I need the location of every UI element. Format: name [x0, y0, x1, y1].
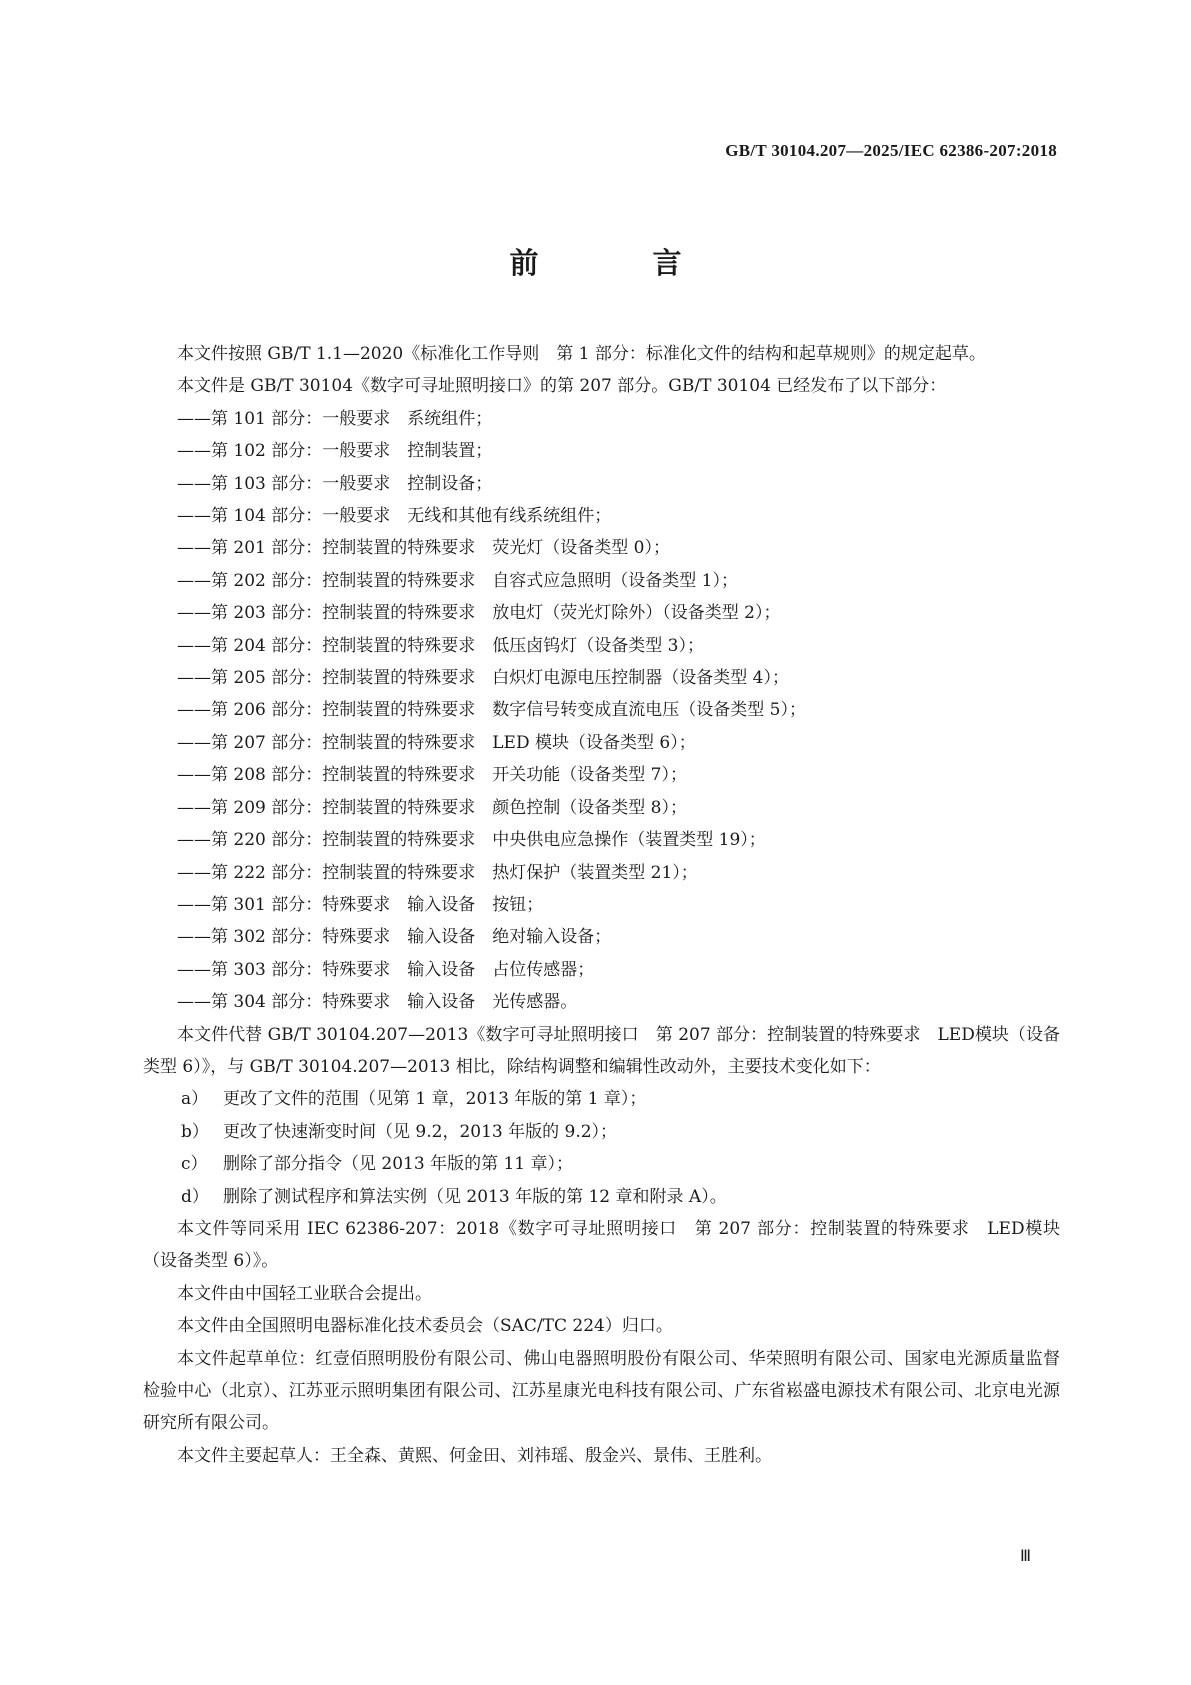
change-text: 更改了快速渐变时间（见 9.2，2013 年版的 9.2）； — [223, 1121, 618, 1142]
change-item — [143, 1083, 1060, 1115]
list-item: ——第 207 部分：控制装置的特殊要求 LED 模块（设备类型 6）； — [177, 732, 696, 753]
list-item: ——第 301 部分：特殊要求 输入设备 按钮； — [177, 894, 544, 915]
paragraph-adoption: 本文件等同采用 IEC 62386-207：2018《数字可寻址照明接口 第 207 部分：控制装置的特殊要求 LED模块（设备类型 6）》。 — [143, 1218, 1060, 1272]
list-item: ——第 204 部分：控制装置的特殊要求 低压卤钨灯（设备类型 3）； — [177, 635, 704, 656]
change-item — [143, 1116, 1060, 1148]
paragraph-drafters: 本文件主要起草人：王全森、黄熙、何金田、刘祎瑶、殷金兴、景伟、王胜利。 — [177, 1445, 772, 1466]
paragraph-drafting-units: 本文件起草单位：红壹佰照明股份有限公司、佛山电器照明股份有限公司、华荣照明有限公司、国家电光源质量监督检验中心（北京）、江苏亚示照明集团有限公司、江苏星康光电科技有限公司、广东省崧盛电源技术有限公司、北京电光源研究所有限公司。 — [143, 1348, 1060, 1434]
list-item: ——第 222 部分：控制装置的特殊要求 热灯保护（装置类型 21）； — [177, 862, 698, 883]
page-title: 前 言 — [509, 246, 734, 280]
change-label: d） — [181, 1186, 209, 1207]
list-item: ——第 205 部分：控制装置的特殊要求 白炽灯电源电压控制器（设备类型 4）； — [177, 668, 789, 689]
list-item: ——第 201 部分：控制装置的特殊要求 荧光灯（设备类型 0）； — [177, 538, 670, 559]
list-item: ——第 203 部分：控制装置的特殊要求 放电灯（荧光灯除外）（设备类型 2）； — [177, 603, 781, 624]
list-item: ——第 220 部分：控制装置的特殊要求 中央供电应急操作（装置类型 19）； — [177, 830, 766, 851]
change-text: 更改了文件的范围（见第 1 章，2013 年版的第 1 章）； — [223, 1089, 647, 1110]
change-text: 删除了测试程序和算法实例（见 2013 年版的第 12 章和附录 A）。 — [223, 1186, 727, 1207]
change-label: a） — [181, 1089, 209, 1110]
paragraph-replacement: 本文件代替 GB/T 30104.207—2013《数字可寻址照明接口 第 207 部分：控制装置的特殊要求 LED模块（设备类型 6）》，与 GB/T 30104.207—2013 相比，除结构调整和编辑性改动外，主要技术变化如下： — [143, 1024, 1060, 1077]
page-number: Ⅲ — [1019, 1548, 1031, 1565]
foreword-body — [143, 338, 1060, 1472]
list-item: ——第 302 部分：特殊要求 输入设备 绝对输入设备； — [177, 927, 612, 948]
document-code-header: GB/T 30104.207—2025/IEC 62386-207:2018 — [725, 141, 1057, 160]
list-item: ——第 208 部分：控制装置的特殊要求 开关功能（设备类型 7）； — [177, 765, 687, 786]
list-item: ——第 209 部分：控制装置的特殊要求 颜色控制（设备类型 8）； — [177, 797, 687, 818]
change-item — [143, 1181, 1060, 1213]
change-text: 删除了部分指令（见 2013 年版的第 11 章）； — [223, 1154, 574, 1175]
list-item: ——第 103 部分：一般要求 控制设备； — [177, 473, 493, 494]
list-item: ——第 202 部分：控制装置的特殊要求 自容式应急照明（设备类型 1）； — [177, 570, 738, 591]
paragraph-series-intro: 本文件是 GB/T 30104《数字可寻址照明接口》的第 207 部分。GB/T 30104 已经发布了以下部分： — [177, 376, 947, 397]
list-item: ——第 102 部分：一般要求 控制装置； — [177, 441, 493, 462]
change-label: b） — [181, 1121, 209, 1142]
list-item: ——第 303 部分：特殊要求 输入设备 占位传感器； — [177, 959, 595, 980]
paragraph-committee: 本文件由全国照明电器标准化技术委员会（SAC/TC 224）归口。 — [177, 1316, 673, 1337]
paragraph-proposer: 本文件由中国轻工业联合会提出。 — [177, 1283, 432, 1304]
list-item: ——第 101 部分：一般要求 系统组件； — [177, 408, 493, 429]
list-item: ——第 304 部分：特殊要求 输入设备 光传感器。 — [177, 992, 578, 1013]
list-item: ——第 206 部分：控制装置的特殊要求 数字信号转变成直流电压（设备类型 5）； — [177, 700, 806, 721]
change-label: c） — [181, 1154, 208, 1175]
list-item: ——第 104 部分：一般要求 无线和其他有线系统组件； — [177, 506, 612, 527]
paragraph-drafting-rules: 本文件按照 GB/T 1.1—2020《标准化工作导则 第 1 部分：标准化文件的结构和起草规则》的规定起草。 — [177, 344, 986, 364]
change-item — [143, 1148, 1060, 1180]
